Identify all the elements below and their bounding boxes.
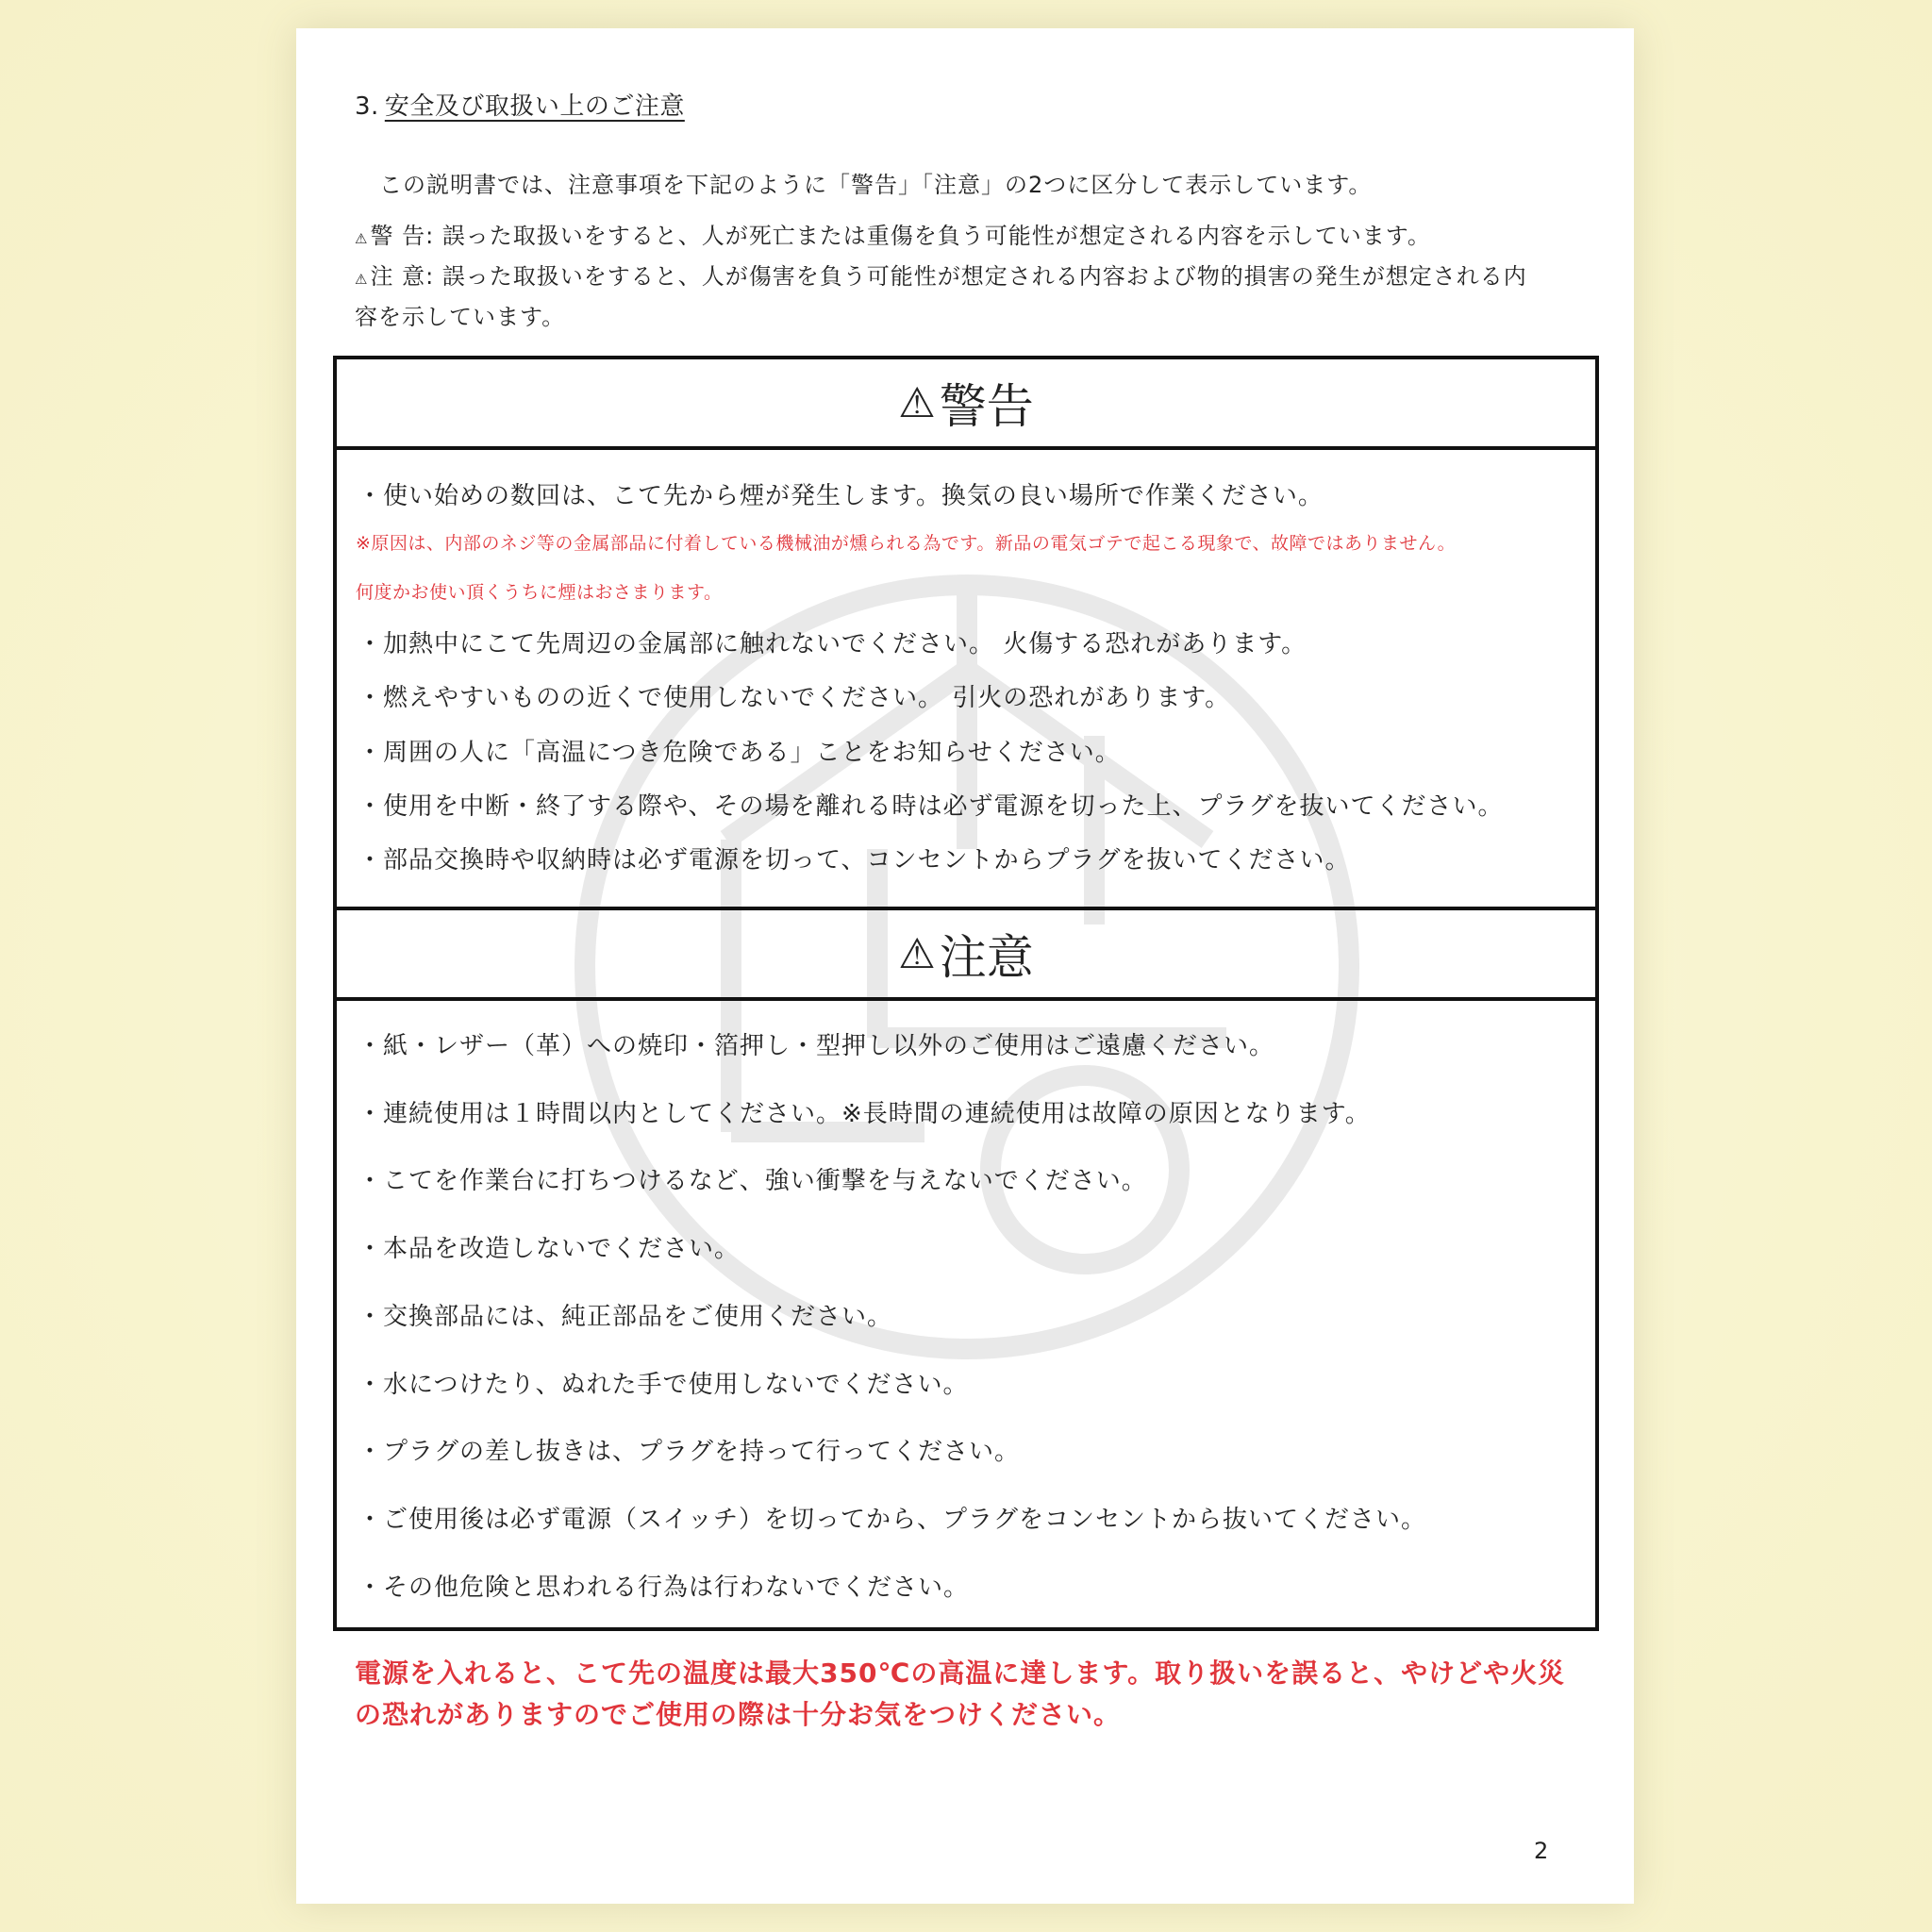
intro-text: この説明書では、注意事項を下記のように「警告」「注意」の2つに区分して表示しています。 bbox=[379, 172, 1373, 198]
list-item: ・周囲の人に「高温につき危険である」ことをお知らせください。 bbox=[358, 739, 1121, 767]
list-item: ・その他危険と思われる行為は行わないでください。 bbox=[358, 1574, 970, 1602]
definition-label: 警 告 bbox=[370, 223, 426, 249]
list-item: ・加熱中にこて先周辺の金属部に触れないでください。 火傷する恐れがあります。 bbox=[358, 630, 1307, 658]
warning-box bbox=[333, 356, 1599, 910]
warning-title: 警告 bbox=[939, 379, 1034, 434]
list-item: ・使用を中断・終了する際や、その場を離れる時は必ず電源を切った上、プラグを抜いてください。 bbox=[358, 792, 1504, 821]
list-item: ・こてを作業台に打ちつけるなど、強い衝撃を与えないでください。 bbox=[358, 1167, 1147, 1195]
list-item: ・プラグの差し抜きは、プラグを持って行ってください。 bbox=[358, 1438, 1021, 1466]
section-number: 3. bbox=[355, 92, 379, 121]
list-item: ・燃えやすいものの近くで使用しないでください。 引火の恐れがあります。 bbox=[358, 684, 1231, 712]
warning-triangle-icon: ⚠ bbox=[898, 929, 936, 978]
caution-box-title bbox=[337, 910, 1595, 1001]
list-item: ・水につけたり、ぬれた手で使用しないでください。 bbox=[358, 1371, 969, 1399]
definition-text: : 誤った取扱いをすると、人が死亡または重傷を負う可能性が想定される内容を示しています。 bbox=[425, 223, 1431, 249]
section-heading bbox=[355, 87, 685, 122]
warning-triangle-icon: ⚠ bbox=[898, 378, 936, 427]
note-text: 何度かお使い頂くうちに煙はおさまります。 bbox=[356, 582, 723, 603]
high-temperature-warning: 電源を入れると、こて先の温度は最大350℃の高温に達します。取り扱いを誤ると、やけどや火災の恐れがありますのでご使用の際は十分お気をつけください。 bbox=[355, 1657, 1566, 1730]
definition-label: 注 意 bbox=[370, 263, 426, 290]
page-number: 2 bbox=[1534, 1838, 1549, 1864]
warning-box-title bbox=[337, 359, 1595, 450]
section-title: 安全及び取扱い上のご注意 bbox=[384, 92, 685, 121]
list-item: ・使い始めの数回は、こて先から煙が発生します。換気の良い場所で作業ください。 bbox=[358, 482, 1324, 510]
list-item: ・本品を改造しないでください。 bbox=[358, 1235, 741, 1263]
definition-text: : 誤った取扱いをすると、人が傷害を負う可能性が想定される内容および物的損害の発生が想定される内容を示しています。 bbox=[355, 263, 1527, 330]
note-text: ※原因は、内部のネジ等の金属部品に付着している機械油が燻られる為です。新品の電気ゴテで起こる現象で、故障ではありません。 bbox=[356, 533, 1457, 554]
warning-triangle-icon: ⚠ bbox=[355, 271, 369, 288]
list-item: ・ご使用後は必ず電源（スイッチ）を切ってから、プラグをコンセントから抜いてください。 bbox=[358, 1506, 1426, 1534]
list-item: ・連続使用は１時間以内としてください。※長時間の連続使用は故障の原因となります。 bbox=[358, 1100, 1371, 1128]
list-item: ・交換部品には、純正部品をご使用ください。 bbox=[358, 1303, 893, 1331]
list-item: ・紙・レザー（革）への焼印・箔押し・型押し以外のご使用はご遠慮ください。 bbox=[358, 1032, 1275, 1060]
warning-triangle-icon: ⚠ bbox=[355, 230, 369, 247]
definitions bbox=[355, 217, 1543, 336]
caution-title: 注意 bbox=[939, 930, 1034, 985]
caution-box bbox=[333, 907, 1599, 1631]
list-item: ・部品交換時や収納時は必ず電源を切って、コンセントからプラグを抜いてください。 bbox=[358, 846, 1351, 874]
definition-warning bbox=[355, 217, 1543, 258]
definition-caution bbox=[355, 258, 1543, 336]
